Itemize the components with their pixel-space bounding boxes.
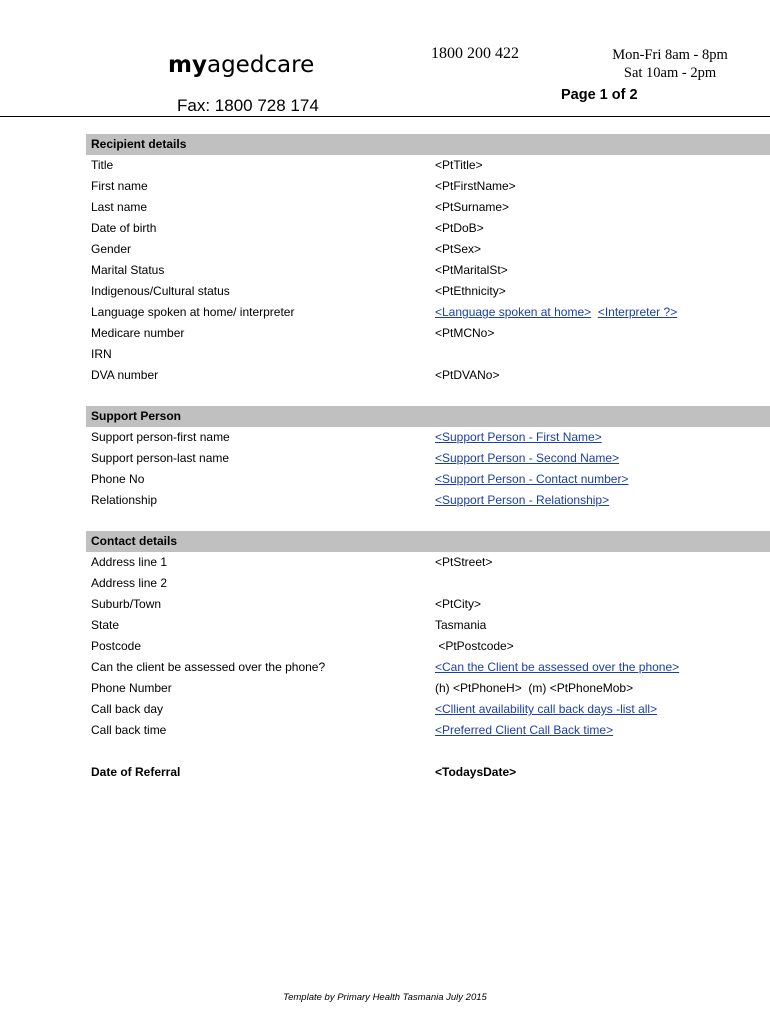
page-number: Page 1 of 2 xyxy=(561,87,638,103)
call-back-time-link[interactable]: <Preferred Client Call Back time> xyxy=(435,723,614,737)
hours-saturday: Sat 10am - 2pm xyxy=(623,65,717,81)
field-label: Date of birth xyxy=(91,221,157,235)
field-label: Suburb/Town xyxy=(91,597,162,611)
field-label: Call back day xyxy=(91,702,164,716)
field-value: <PtFirstName> xyxy=(435,179,516,193)
field-label: Gender xyxy=(91,242,132,256)
field-value xyxy=(435,302,677,323)
field-label: Phone No xyxy=(91,472,145,486)
form-row xyxy=(86,427,770,448)
section-heading: Recipient details xyxy=(86,134,770,155)
field-label: DVA number xyxy=(91,368,159,382)
form-row xyxy=(86,762,770,783)
form-row xyxy=(86,678,770,699)
field-value xyxy=(435,469,628,490)
field-label: IRN xyxy=(91,347,112,361)
field-value: <PtCity> xyxy=(435,597,482,611)
form-row xyxy=(86,615,770,636)
field-label: Postcode xyxy=(91,639,142,653)
field-value: <PtSurname> xyxy=(435,200,510,214)
field-value: Tasmania xyxy=(435,618,487,632)
recipient-details-section xyxy=(86,134,770,386)
form-row xyxy=(86,239,770,260)
form-row xyxy=(86,573,770,594)
form-row xyxy=(86,302,770,323)
field-label: Address line 1 xyxy=(91,555,168,569)
form-row xyxy=(86,636,770,657)
field-value: <PtMCNo> xyxy=(435,326,495,340)
form-row xyxy=(86,699,770,720)
form-row xyxy=(86,448,770,469)
field-value xyxy=(435,699,657,720)
field-label: Date of Referral xyxy=(91,765,181,779)
interpreter-link[interactable]: <Interpreter ?> xyxy=(597,305,678,319)
language-link[interactable]: <Language spoken at home> xyxy=(435,305,592,319)
form-row xyxy=(86,218,770,239)
field-label: Title xyxy=(91,158,114,172)
form-row xyxy=(86,720,770,741)
field-value: <PtDoB> xyxy=(435,221,484,235)
field-label: Support person-first name xyxy=(91,430,230,444)
form-row xyxy=(86,281,770,302)
field-value: <PtDVANo> xyxy=(435,368,500,382)
field-label: Indigenous/Cultural status xyxy=(91,284,230,298)
field-label: Last name xyxy=(91,200,148,214)
support-phone-link[interactable]: <Support Person - Contact number> xyxy=(435,472,629,486)
field-value xyxy=(435,448,619,469)
hours-weekday: Mon-Fri 8am - 8pm xyxy=(612,47,728,63)
field-value: <PtStreet> xyxy=(435,555,493,569)
field-value xyxy=(435,657,679,678)
form-row xyxy=(86,490,770,511)
form-row xyxy=(86,323,770,344)
field-value: <PtSex> xyxy=(435,242,482,256)
opening-hours xyxy=(590,46,750,82)
fax-number: Fax: 1800 728 174 xyxy=(177,96,319,115)
form-row xyxy=(86,469,770,490)
referral-section xyxy=(86,762,770,783)
field-label: Can the client be assessed over the phone? xyxy=(91,660,326,674)
field-label: Relationship xyxy=(91,493,158,507)
field-value: <PtMaritalSt> xyxy=(435,263,508,277)
support-person-section xyxy=(86,406,770,511)
section-heading: Support Person xyxy=(86,406,770,427)
form-row xyxy=(86,365,770,386)
contact-details-section xyxy=(86,531,770,741)
field-value xyxy=(435,720,613,741)
form-row xyxy=(86,155,770,176)
support-first-name-link[interactable]: <Support Person - First Name> xyxy=(435,430,602,444)
footer-note: Template by Primary Health Tasmania July 2015 xyxy=(283,992,487,1003)
field-value: (h) <PtPhoneH> (m) <PtPhoneMob> xyxy=(435,681,634,695)
support-last-name-link[interactable]: <Support Person - Second Name> xyxy=(435,451,620,465)
field-value: <PtEthnicity> xyxy=(435,284,506,298)
form-row xyxy=(86,594,770,615)
form-row xyxy=(86,260,770,281)
form-row xyxy=(86,344,770,365)
form-row xyxy=(86,197,770,218)
field-value: <PtTitle> xyxy=(435,158,483,172)
field-label: Address line 2 xyxy=(91,576,168,590)
form-row xyxy=(86,657,770,678)
field-label: Phone Number xyxy=(91,681,172,695)
support-relationship-link[interactable]: <Support Person - Relationship> xyxy=(435,493,610,507)
header-divider xyxy=(0,116,770,117)
field-label: First name xyxy=(91,179,148,193)
field-label: Medicare number xyxy=(91,326,185,340)
phone-assessment-link[interactable]: <Can the Client be assessed over the phone> xyxy=(435,660,680,674)
field-label: Marital Status xyxy=(91,263,165,277)
field-value: <PtPostcode> xyxy=(435,639,514,653)
field-label: Language spoken at home/ interpreter xyxy=(91,305,295,319)
field-label: State xyxy=(91,618,120,632)
field-value xyxy=(435,490,609,511)
field-value: <TodaysDate> xyxy=(435,765,517,779)
section-heading: Contact details xyxy=(86,531,770,552)
phone-number: 1800 200 422 xyxy=(431,45,519,62)
form-row xyxy=(86,552,770,573)
myagedcare-logo: myagedcare xyxy=(168,52,315,78)
field-value xyxy=(435,427,602,448)
call-back-day-link[interactable]: <Cllient availability call back days -list all> xyxy=(435,702,658,716)
form-row xyxy=(86,176,770,197)
field-label: Call back time xyxy=(91,723,167,737)
field-label: Support person-last name xyxy=(91,451,230,465)
